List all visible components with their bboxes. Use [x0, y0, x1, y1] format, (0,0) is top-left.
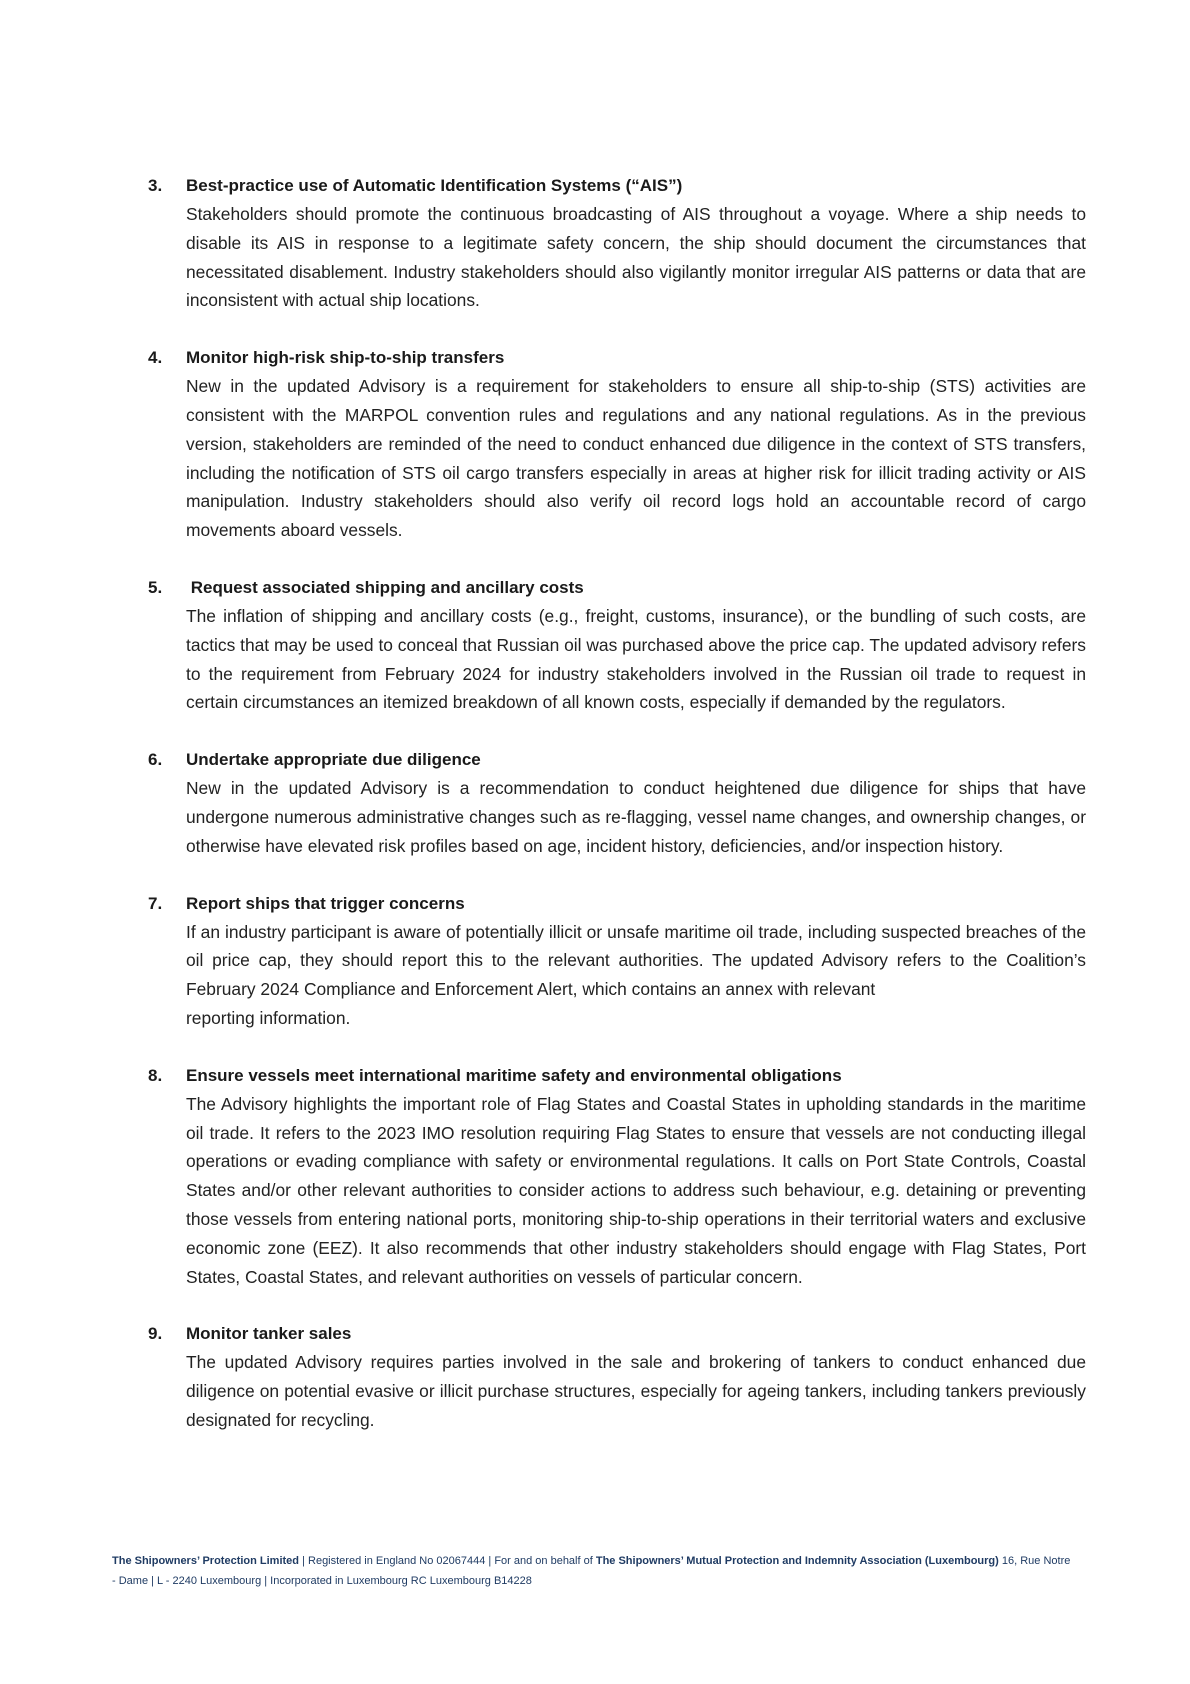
section-body: The updated Advisory requires parties involved in the sale and brokering of tankers to conduct enhanced due diligence on potential evasive or illicit purchase structures, especially for ageing tankers, including tankers previously designated for recycling. — [186, 1352, 1086, 1430]
section-ais — [148, 172, 1086, 315]
section-due-diligence — [148, 746, 1086, 860]
section-body-continuation: reporting information. — [186, 1007, 351, 1028]
advisory-sections — [148, 172, 1086, 1464]
section-body: Stakeholders should promote the continuous broadcasting of AIS throughout a voyage. Where a ship needs to disable its AIS in response to a legitimate safety concern, the ship should document the circumstances that necessitated disablement. Industry stakeholders should also vigilantly monitor irregular AIS patterns or data that are inconsistent with actual ship locations. — [186, 204, 1086, 311]
section-tanker-sales — [148, 1320, 1086, 1434]
section-body: If an industry participant is aware of potentially illicit or unsafe maritime oil trade, including suspected breaches of the oil price cap, they should report this to the relevant authorities. The updated Advisory refers to the Coalition’s February 2024 Compliance and Enforcement Alert, which contains an annex with relevant — [186, 921, 1086, 1000]
section-heading — [148, 344, 1086, 372]
section-body: The Advisory highlights the important role of Flag States and Coastal States in upholding standards in the maritime oil trade. It refers to the 2023 IMO resolution requiring Flag States to ensure that vessels are not conducting illegal operations or evading compliance with safety or environmental regulations. It calls on Port State Controls, Coastal States and/or other relevant authorities to consider actions to address such behaviour, e.g. detaining or preventing those vessels from entering national ports, monitoring ship-to-ship operations in their territorial waters and exclusive economic zone (EEZ). It also recommends that other industry stakeholders should engage with Flag States, Port States, Coastal States, and relevant authorities on vessels of particular concern. — [186, 1093, 1086, 1287]
section-safety-obligations — [148, 1062, 1086, 1292]
section-heading — [148, 172, 1086, 200]
section-number: 7. — [148, 893, 163, 913]
section-heading — [148, 1320, 1086, 1348]
section-report-ships — [148, 890, 1086, 1033]
section-body: The inflation of shipping and ancillary costs (e.g., freight, customs, insurance), or the bundling of such costs, are tactics that may be used to conceal that Russian oil was purchased above the price cap. The updated advisory refers to the requirement from February 2024 for industry stakeholders involved in the Russian oil trade to request in certain circumstances an itemized breakdown of all known costs, especially if demanded by the regulators. — [186, 605, 1086, 713]
footer-association: The Shipowners’ Mutual Protection and Indemnity Association (Luxembourg) — [595, 1555, 999, 1567]
section-title: Ensure vessels meet international maritime safety and environmental obligations — [186, 1065, 842, 1085]
footer-address: 16, Rue Notre - Dame | L - 2240 Luxembourg | Incorporated in Luxembourg RC Luxembourg B14228 — [112, 1555, 1071, 1587]
section-number: 8. — [148, 1065, 163, 1085]
section-number: 9. — [148, 1324, 163, 1344]
section-title: Monitor high-risk ship-to-ship transfers — [186, 348, 505, 368]
section-number: 3. — [148, 176, 163, 195]
section-number: 4. — [148, 348, 163, 368]
footer-company: The Shipowners’ Protection Limited — [112, 1555, 300, 1567]
section-heading — [148, 890, 1086, 918]
section-title: Report ships that trigger concerns — [186, 893, 465, 913]
section-heading — [148, 574, 1086, 602]
section-body: New in the updated Advisory is a recommendation to conduct heightened due diligence for ships that have undergone numerous administrative changes such as re-flagging, vessel name changes, and ownership changes, or otherwise have elevated risk profiles based on age, incident history, deficiencies, and/or inspection history. — [186, 778, 1086, 856]
section-sts-transfers — [148, 344, 1086, 545]
page-footer — [112, 1551, 1072, 1591]
section-title: Monitor tanker sales — [186, 1324, 352, 1344]
section-heading — [148, 1062, 1086, 1090]
section-ancillary-costs — [148, 574, 1086, 717]
section-title: Undertake appropriate due diligence — [186, 750, 481, 770]
section-number: 5. — [148, 577, 163, 597]
section-heading — [148, 746, 1086, 774]
section-title: Request associated shipping and ancillary costs — [186, 577, 584, 597]
section-title: Best-practice use of Automatic Identification Systems (“AIS”) — [186, 176, 683, 195]
section-body: New in the updated Advisory is a requirement for stakeholders to ensure all ship-to-ship (STS) activities are consistent with the MARPOL convention rules and regulations and any national regulations. As in the previous version, stakeholders are reminded of the need to conduct enhanced due diligence in the context of STS transfers, including the notification of STS oil cargo transfers especially in areas at higher risk for illicit trading activity or AIS manipulation. Industry stakeholders should also verify oil record logs hold an accountable record of cargo movements aboard vessels. — [186, 376, 1086, 541]
section-number: 6. — [148, 750, 163, 770]
footer-registration: | Registered in England No 02067444 | For and on behalf of — [299, 1555, 596, 1567]
